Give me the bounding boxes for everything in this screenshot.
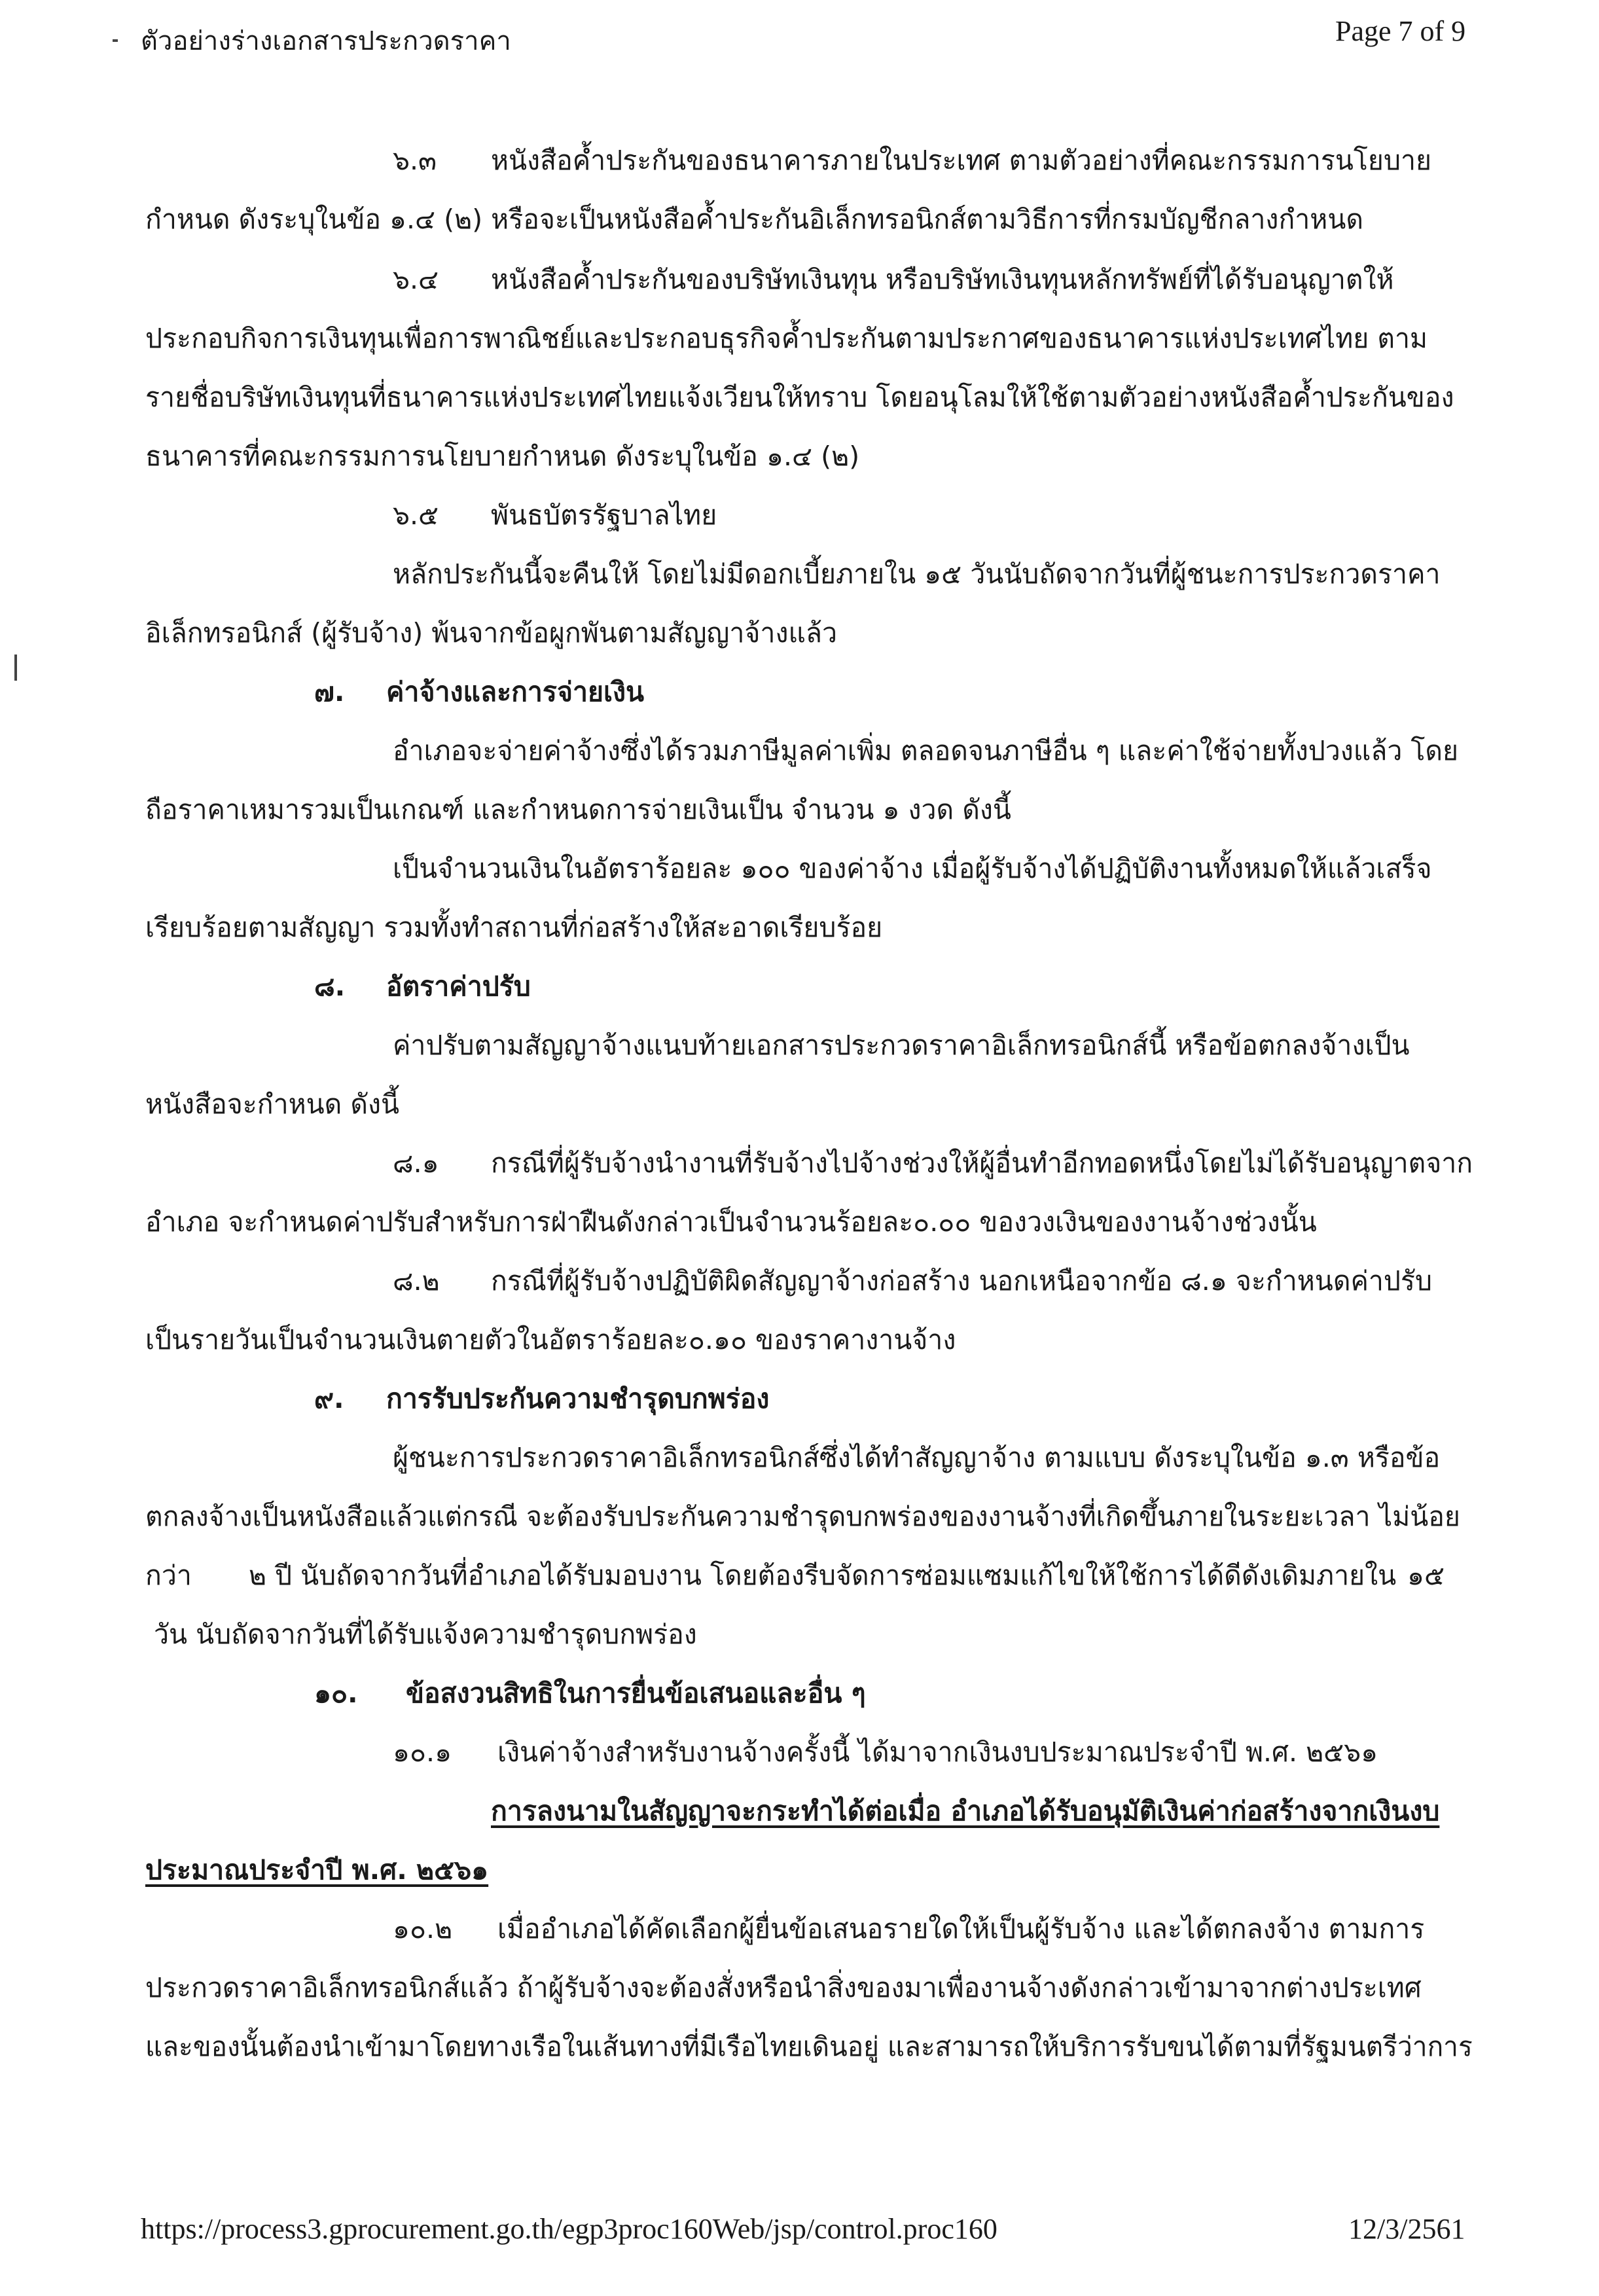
section-8-p1-line2: หนังสือจะกำหนด ดังนี้ — [145, 1088, 399, 1120]
clause-10-1-line1: เงินค่าจ้างสำหรับงานจ้างครั้งนี้ ได้มาจากเงินงบประมาณประจำปี พ.ศ. ๒๕๖๑ — [497, 1736, 1378, 1768]
clause-6-4-line4: ธนาคารที่คณะกรรมการนโยบายกำหนด ดังระบุในข้อ ๑.๔ (๒) — [145, 440, 860, 472]
section-7-p2-line2: เรียบร้อยตามสัญญา รวมทั้งทำสถานที่ก่อสร้างให้สะอาดเรียบร้อย — [145, 912, 883, 943]
clause-6-3-line2: กำหนด ดังระบุในข้อ ๑.๔ (๒) หรือจะเป็นหนังสือค้ำประกันอิเล็กทรอนิกส์ตามวิธีการที่กรมบัญชีกลางกำหนด — [145, 204, 1363, 235]
clause-8-1-line1: กรณีที่ผู้รับจ้างนำงานที่รับจ้างไปจ้างช่วงให้ผู้อื่นทำอีกทอดหนึ่งโดยไม่ได้รับอนุญาตจาก — [491, 1147, 1473, 1179]
section-8-p1-line1: ค่าปรับตามสัญญาจ้างแนบท้ายเอกสารประกวดราคาอิเล็กทรอนิกส์นี้ หรือข้อตกลงจ้างเป็น — [393, 1030, 1410, 1061]
section-7-p1-line1: อำเภอจะจ่ายค่าจ้างซึ่งได้รวมภาษีมูลค่าเพิ่ม ตลอดจนภาษีอื่น ๆ และค่าใช้จ่ายทั้งปวงแล้ว โดย — [393, 735, 1459, 766]
clause-8-2-line1: กรณีที่ผู้รับจ้างปฏิบัติผิดสัญญาจ้างก่อสร้าง นอกเหนือจากข้อ ๘.๑ จะกำหนดค่าปรับ — [491, 1265, 1432, 1297]
section-7-number: ๗. — [314, 676, 345, 708]
clause-6-4-line1: หนังสือค้ำประกันของบริษัทเงินทุน หรือบริษัทเงินทุนหลักทรัพย์ที่ได้รับอนุญาตให้ — [491, 264, 1394, 295]
clause-10-2-line1: เมื่ออำเภอได้คัดเลือกผู้ยื่นข้อเสนอรายใดให้เป็นผู้รับจ้าง และได้ตกลงจ้าง ตามการ — [497, 1913, 1425, 1945]
clause-6-5-line1: พันธบัตรรัฐบาลไทย — [491, 499, 717, 531]
footer-url: https://process3.gprocurement.go.th/egp3proc160Web/jsp/control.proc160 — [141, 2213, 997, 2245]
clause-6-4-line2: ประกอบกิจการเงินทุนเพื่อการพาณิชย์และประกอบธุรกิจค้ำประกันตามประกาศของธนาคารแห่งประเทศไทย ตาม — [145, 323, 1428, 354]
section-9-line2: ตกลงจ้างเป็นหนังสือแล้วแต่กรณี จะต้องรับประกันความชำรุดบกพร่องของงานจ้างที่เกิดขึ้นภายในระยะเวลา ไม่น้อย — [145, 1501, 1460, 1532]
footer-date: 12/3/2561 — [1348, 2213, 1465, 2245]
section-9-line3-start: กว่า — [145, 1560, 192, 1591]
section-8-title: อัตราค่าปรับ — [386, 971, 531, 1002]
clause-8-2-line2: เป็นรายวันเป็นจำนวนเงินตายตัวในอัตราร้อยละ๐.๑๐ ของราคางานจ้าง — [145, 1324, 956, 1355]
scan-speck — [113, 39, 118, 42]
clause-10-1-number: ๑๐.๑ — [393, 1736, 452, 1768]
section-10-number: ๑๐. — [314, 1677, 358, 1709]
section-10-title: ข้อสงวนสิทธิในการยื่นข้อเสนอและอื่น ๆ — [406, 1677, 866, 1709]
section-8-number: ๘. — [314, 971, 346, 1002]
document-title: ตัวอย่างร่างเอกสารประกวดราคา — [141, 26, 511, 56]
scan-speck — [14, 655, 17, 681]
clause-6-4-line3: รายชื่อบริษัทเงินทุนที่ธนาคารแห่งประเทศไทยแจ้งเวียนให้ทราบ โดยอนุโลมให้ใช้ตามตัวอย่างหนังสือค้ำประกันของ — [145, 382, 1454, 413]
clause-8-2-number: ๘.๒ — [393, 1265, 440, 1297]
section-9-line4: วัน นับถัดจากวันที่ได้รับแจ้งความชำรุดบกพร่อง — [154, 1619, 697, 1650]
section-9-title: การรับประกันความชำรุดบกพร่อง — [386, 1383, 770, 1414]
section-7-p1-line2: ถือราคาเหมารวมเป็นเกณฑ์ และกำหนดการจ่ายเงินเป็น จำนวน ๑ งวด ดังนี้ — [145, 794, 1011, 825]
refund-line1: หลักประกันนี้จะคืนให้ โดยไม่มีดอกเบี้ยภายใน ๑๕ วันนับถัดจากวันที่ผู้ชนะการประกวดราคา — [393, 558, 1441, 590]
clause-6-3-line1: หนังสือค้ำประกันของธนาคารภายในประเทศ ตามตัวอย่างที่คณะกรรมการนโยบาย — [491, 145, 1432, 176]
section-7-title: ค่าจ้างและการจ่ายเงิน — [386, 676, 645, 708]
section-9-line3-end: ๑๕ — [1407, 1560, 1445, 1591]
clause-10-2-line3: และของนั้นต้องนำเข้ามาโดยทางเรือในเส้นทางที่มีเรือไทยเดินอยู่ และสามารถให้บริการรับขนได้ตามที่รัฐมนตรีว่าการ — [145, 2031, 1473, 2062]
section-9-number: ๙. — [314, 1383, 344, 1414]
refund-line2: อิเล็กทรอนิกส์ (ผู้รับจ้าง) พ้นจากข้อผูกพันตามสัญญาจ้างแล้ว — [145, 617, 838, 649]
clause-10-1-underlined-line2: ประมาณประจำปี พ.ศ. ๒๕๖๑ — [145, 1854, 489, 1886]
clause-10-2-line2: ประกวดราคาอิเล็กทรอนิกส์แล้ว ถ้าผู้รับจ้างจะต้องสั่งหรือนำสิ่งของมาเพื่องานจ้างดังกล่าวเข้ามาจากต่างประเทศ — [145, 1972, 1422, 2003]
clause-10-1-underlined-line1: การลงนามในสัญญาจะกระทำได้ต่อเมื่อ อำเภอได้รับอนุมัติเงินค่าก่อสร้างจากเงินงบ — [491, 1795, 1440, 1827]
clause-8-1-number: ๘.๑ — [393, 1147, 439, 1179]
clause-6-5-number: ๖.๕ — [393, 499, 439, 531]
clause-6-3-number: ๖.๓ — [393, 145, 437, 176]
page-number: Page 7 of 9 — [1335, 15, 1466, 47]
clause-8-1-line2: อำเภอ จะกำหนดค่าปรับสำหรับการฝ่าฝืนดังกล่าวเป็นจำนวนร้อยละ๐.๐๐ ของวงเงินของงานจ้างช่วงนั้น — [145, 1206, 1317, 1238]
section-9-line3-middle: ๒ ปี นับถัดจากวันที่อำเภอได้รับมอบงาน โดยต้องรีบจัดการซ่อมแซมแก้ไขให้ใช้การได้ดีดังเดิมภายใน — [249, 1560, 1397, 1591]
section-9-line1: ผู้ชนะการประกวดราคาอิเล็กทรอนิกส์ซึ่งได้ทำสัญญาจ้าง ตามแบบ ดังระบุในข้อ ๑.๓ หรือข้อ — [393, 1442, 1441, 1473]
section-7-p2-line1: เป็นจำนวนเงินในอัตราร้อยละ ๑๐๐ ของค่าจ้าง เมื่อผู้รับจ้างได้ปฏิบัติงานทั้งหมดให้แล้วเสร็จ — [393, 853, 1432, 884]
clause-6-4-number: ๖.๔ — [393, 264, 439, 295]
clause-10-2-number: ๑๐.๒ — [393, 1913, 453, 1945]
